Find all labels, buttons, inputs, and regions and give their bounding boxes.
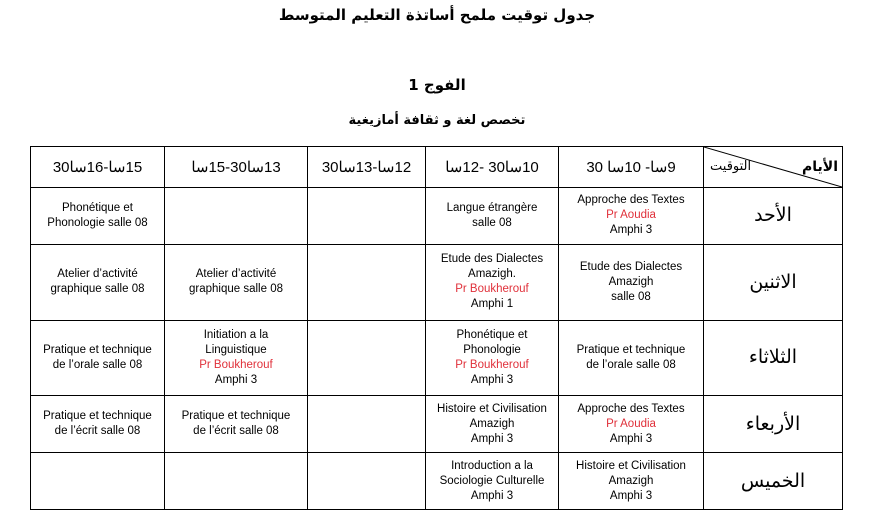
time-label: التوقيت	[710, 159, 752, 174]
course-text: Pratique et technique	[43, 343, 152, 356]
professor-name: Pr Aoudia	[606, 417, 656, 430]
time-slot-4: 13سا30-15سا	[165, 147, 308, 188]
course-text: Langue étrangère	[446, 201, 538, 214]
schedule-cell	[308, 188, 426, 245]
schedule-cell	[559, 453, 704, 510]
page-title: جدول توقيت ملمح أساتذة التعليم المتوسط	[278, 6, 596, 24]
specialty-heading: تخصص لغة و ثقافة أمازيغية	[348, 113, 526, 128]
course-text: Amazigh	[469, 417, 515, 430]
course-text: de l’orale salle 08	[52, 358, 143, 371]
schedule-cell	[426, 188, 559, 245]
course-text: de l’écrit salle 08	[54, 425, 141, 438]
schedule-cell	[165, 188, 308, 245]
schedule-cell	[165, 320, 308, 396]
course-text: Linguistique	[205, 343, 267, 356]
course-text: Approche des Textes	[577, 194, 685, 207]
schedule-cell	[165, 453, 308, 510]
course-text: graphique salle 08	[189, 283, 283, 296]
time-slot-1: 9سا- 10سا 30	[559, 147, 704, 188]
course-text: Pratique et technique	[181, 410, 291, 423]
course-text: Histoire et Civilisation	[437, 402, 547, 415]
course-text: Pratique et technique	[43, 410, 152, 423]
schedule-cell	[559, 244, 704, 320]
schedule-cell	[31, 396, 165, 453]
course-text: Histoire et Civilisation	[576, 459, 686, 472]
course-text: salle 08	[611, 290, 651, 303]
professor-name: Pr Boukherouf	[199, 358, 273, 371]
room-text: Amphi 3	[214, 373, 258, 386]
schedule-cell	[31, 188, 165, 245]
schedule-cell	[426, 320, 559, 396]
day-row	[31, 320, 843, 396]
schedule-cell	[426, 396, 559, 453]
day-label: الأربعاء	[704, 396, 843, 453]
course-text: Phonologie	[463, 343, 521, 356]
schedule-cell	[426, 244, 559, 320]
professor-name: Pr Boukherouf	[455, 283, 529, 296]
day-label: الاثنين	[704, 244, 843, 320]
course-text: graphique salle 08	[50, 283, 145, 296]
schedule-cell	[31, 244, 165, 320]
course-text: Initiation a la	[203, 328, 269, 341]
schedule-cell	[165, 396, 308, 453]
room-text: Amphi 3	[470, 373, 514, 386]
days-label: الأيام	[802, 159, 838, 175]
room-text: Amphi 3	[609, 224, 653, 237]
schedule-cell	[559, 320, 704, 396]
room-text: Amphi 1	[470, 298, 514, 311]
schedule-cell	[559, 188, 704, 245]
schedule-cell	[426, 453, 559, 510]
schedule-cell	[308, 244, 426, 320]
day-row	[31, 453, 843, 510]
course-text: Approche des Textes	[577, 402, 685, 415]
schedule-cell	[308, 396, 426, 453]
course-text: Phonologie salle 08	[47, 216, 148, 229]
course-text: Amphi 3	[470, 432, 514, 445]
header-row	[31, 147, 843, 188]
corner-header	[704, 147, 843, 188]
course-text: Amazigh.	[468, 268, 516, 281]
course-text: Atelier d’activité	[57, 268, 138, 281]
course-text: Atelier d’activité	[195, 268, 277, 281]
course-text: Amazigh	[608, 275, 654, 288]
time-slot-3: 12سا-13سا30	[308, 147, 426, 188]
course-text: Amazigh	[608, 474, 654, 487]
course-text: de l’orale salle 08	[586, 358, 676, 371]
day-label: الثلاثاء	[704, 320, 843, 396]
schedule-cell	[165, 244, 308, 320]
schedule-cell	[31, 453, 165, 510]
schedule-cell	[308, 453, 426, 510]
course-text: Phonétique et	[62, 201, 133, 214]
day-row	[31, 396, 843, 453]
course-text: Phonétique et	[456, 328, 528, 341]
schedule-cell	[31, 320, 165, 396]
course-text: Amphi 3	[609, 489, 653, 502]
timetable	[30, 146, 843, 510]
course-text: Etude des Dialectes	[579, 260, 683, 273]
course-text: Amphi 3	[470, 489, 514, 502]
day-label: الخميس	[704, 453, 843, 510]
day-row	[31, 244, 843, 320]
course-text: salle 08	[472, 216, 512, 229]
day-row	[31, 188, 843, 245]
time-slot-2: 10سا30 -12سا	[426, 147, 559, 188]
professor-name: Pr Aoudia	[606, 209, 656, 222]
course-text: Pratique et technique	[576, 343, 686, 356]
schedule-cell	[308, 320, 426, 396]
course-text: Introduction a la	[451, 459, 533, 472]
professor-name: Pr Boukherouf	[455, 358, 529, 371]
group-heading: الفوج 1	[408, 76, 466, 94]
course-text: Etude des Dialectes	[440, 253, 544, 266]
time-slot-5: 15سا-16سا30	[31, 147, 165, 188]
course-text: de l’écrit salle 08	[193, 425, 279, 438]
course-text: Sociologie Culturelle	[439, 474, 545, 487]
schedule-cell	[559, 396, 704, 453]
room-text: Amphi 3	[609, 432, 653, 445]
day-label: الأحد	[704, 188, 843, 245]
